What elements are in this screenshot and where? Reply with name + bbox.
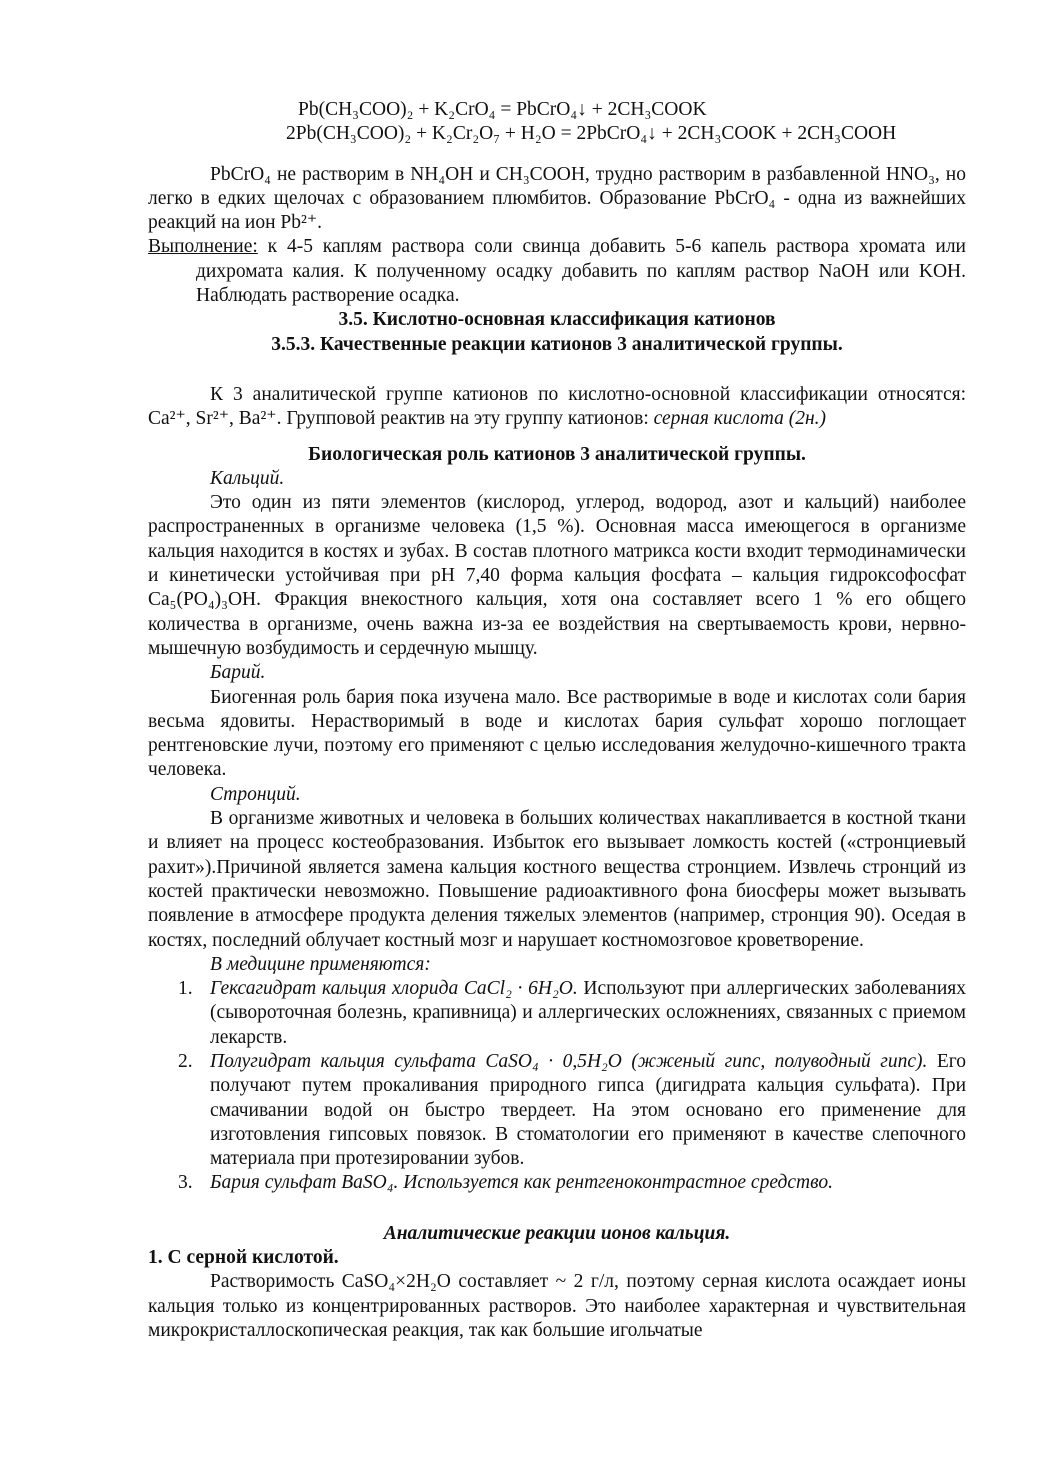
pbcro4-solubility-paragraph: PbCrO₄ не растворим в NH₄OH и CH₃COOH, трудно растворим в разбавленной HNO₃, но легко в едких щелочах с образованием плюмбитов. Образование PbCrO₄ - одна из важнейших реакций на ион Pb²⁺. bbox=[148, 163, 966, 234]
medicine-heading: В медицине применяются: bbox=[210, 953, 431, 975]
list-item-number: 3. bbox=[178, 1172, 193, 1194]
barium-heading: Барий. bbox=[210, 662, 266, 684]
equation-lead-acetate-chromate: Pb(CH₃COO)₂ + K₂CrO₄ = PbCrO₄↓ + 2CH₃COOK bbox=[298, 99, 707, 120]
bio-role-heading: Биологическая роль катионов 3 аналитической группы. bbox=[308, 443, 806, 465]
strontium-paragraph: В организме животных и человека в больших количествах накапливается в костной ткани и влияет на процесс костеобразования. Избыток его вызывает ломкость костей («стронциевый рахит»).Причиной является замена кальция костного вещества стронцием. Извлечь стронций из костей практически невозможно. Повышение радиоактивного фона биосферы может вызывать появление в атмосфере продукта деления тяжелых элементов (например, стронция 90). Оседая в костях, последний облучает костный мозг и нарушает костномозговое кроветворение. bbox=[148, 808, 966, 951]
list-item-text: Его получают путем прокаливания природного гипса (дигидрата кальция сульфата). При смачивании водой он быстро твердеет. На этом основано его применение для изготовления гипсовых повязок. В стоматологии его применяют в качестве слепочного материала при протезировании зубов. bbox=[210, 1050, 966, 1170]
execution-text: к 4-5 каплям раствора соли свинца добавить 5-6 капель раствора хромата или дихромата калия. К полученному осадку добавить по каплям раствор NaOH или KOH. Наблюдать растворение осадка. bbox=[196, 236, 966, 307]
section-heading: 3.5. Кислотно-основная классификация катионов bbox=[338, 309, 776, 331]
medicine-list bbox=[148, 977, 966, 1196]
list-item-number: 2. bbox=[178, 1050, 193, 1072]
list-item-name: Гексагидрат кальция хлорида CaCl₂ · 6H₂O. bbox=[210, 978, 578, 1000]
group-intro-text: К 3 аналитической группе катионов по кислотно-основной классификации относятся: Ca²⁺, Sr²⁺, Ba²⁺. Групповой реактив на эту группу катионов: bbox=[148, 383, 966, 430]
list-item-text: Используют при аллергических заболеваниях (сывороточная болезнь, крапивница) и аллергических осложнениях, связанных с приемом лекарств. bbox=[210, 978, 966, 1048]
calcium-heading: Кальций. bbox=[210, 467, 285, 489]
equation-lead-acetate-dichromate: 2Pb(CH₃COO)₂ + K₂Cr₂O₇ + H₂O = 2PbCrO₄↓ + 2CH₃COOK + 2CH₃COOH bbox=[286, 123, 897, 145]
list-item bbox=[148, 1050, 966, 1171]
strontium-heading: Стронций. bbox=[210, 783, 301, 805]
list-item-name: Полугидрат кальция сульфата CaSO₄ · 0,5H₂O (жженый гипс, полуводный гипс). bbox=[210, 1050, 928, 1072]
barium-paragraph: Биогенная роль бария пока изучена мало. Все растворимые в воде и кислотах соли бария весьма ядовиты. Нерастворимый в воде и кислотах бария сульфат хорошо поглощает рентгеновские лучи, поэтому его применяют с целью исследования желудочно-кишечного тракта человека. bbox=[148, 686, 966, 781]
list-item-name: Бария сульфат BaSO₄. Используется как рентгеноконтрастное средство. bbox=[210, 1172, 833, 1194]
list-item bbox=[148, 977, 966, 1050]
group-intro-paragraph bbox=[148, 383, 966, 432]
analytical-heading: Аналитические реакции ионов кальция. bbox=[383, 1222, 731, 1244]
list-item-number: 1. bbox=[178, 978, 193, 1000]
document-page bbox=[148, 98, 966, 1343]
execution-label: Выполнение: bbox=[148, 236, 258, 258]
reaction-1-paragraph: Растворимость CaSO₄×2H₂O составляет ~ 2 г/л, поэтому серная кислота осаждает ионы кальция только из концентрированных растворов. Это наиболее характерная и чувствительная микрокристаллоскопическая реакция, так как большие игольчатые bbox=[148, 1271, 966, 1341]
list-item bbox=[148, 1171, 966, 1195]
reaction-1-heading: 1. С серной кислотой. bbox=[148, 1247, 339, 1269]
calcium-paragraph: Это один из пяти элементов (кислород, углерод, водород, азот и кальций) наиболее распространенных в организме человека (1,5 %). Основная масса имеющегося в организме кальция находится в костях и зубах. В состав плотного матрикса кости входит термодинамически и кинетически устойчивая при pH 7,40 форма кальция фосфата – кальция гидроксофосфат Ca₅(PO₄)₃OH. Фракция внекостного кальция, хотя она составляет всего 1 % его общего количества в организме, очень важна из-за ее воздействия на свертываемость крови, нервно-мышечную возбудимость и сердечную мышцу. bbox=[148, 492, 966, 659]
execution-paragraph bbox=[148, 235, 966, 308]
group-reagent: серная кислота (2н.) bbox=[653, 408, 827, 430]
subsection-heading: 3.5.3. Качественные реакции катионов 3 аналитической группы. bbox=[271, 333, 843, 355]
